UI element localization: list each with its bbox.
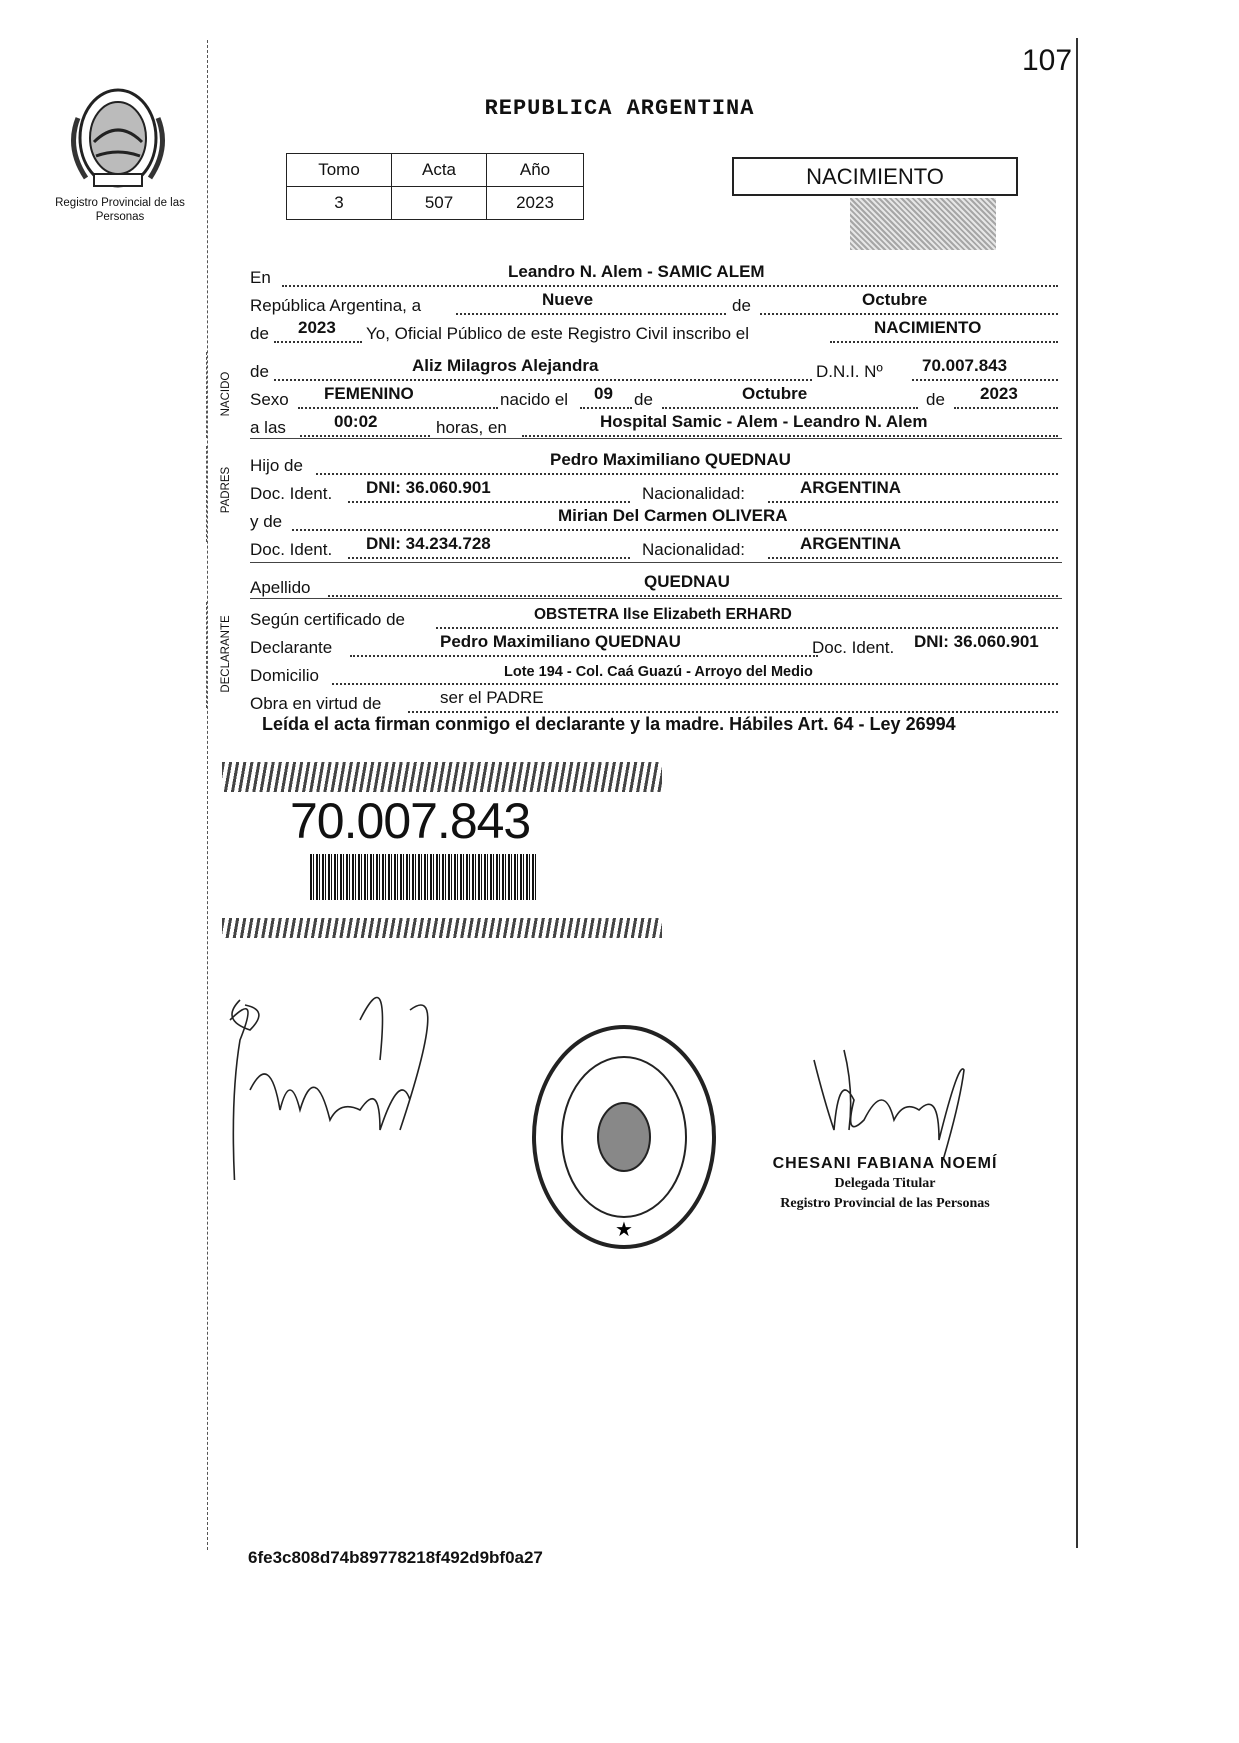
label-de: de: [732, 296, 751, 315]
label-doc-ident: Doc. Ident.: [812, 638, 895, 657]
right-margin-line: [1076, 38, 1078, 1548]
side-label-nacido: NACIDO: [220, 371, 232, 417]
security-band-top: [222, 762, 662, 792]
dni-barcode: [310, 854, 536, 900]
value-declarante-doc: DNI: 36.060.901: [914, 632, 1039, 651]
dotted-line: [332, 682, 1058, 685]
official-role: Delegada Titular: [834, 1176, 936, 1191]
row-domicilio: [250, 662, 1060, 686]
dotted-line: [522, 434, 1058, 437]
label-de: de: [250, 362, 269, 381]
row-fecha: [250, 292, 1060, 316]
dotted-line: [274, 378, 812, 381]
svg-text:★: ★: [615, 1217, 633, 1241]
label-declarante: Declarante: [250, 638, 333, 657]
official-office: Registro Provincial de las Personas: [780, 1196, 990, 1211]
record-header: Acta: [392, 154, 487, 187]
value-declarante: Pedro Maximiliano QUEDNAU: [440, 632, 681, 651]
row-padre-doc: [250, 480, 1060, 504]
dotted-line: [316, 472, 1058, 475]
label-domicilio: Domicilio: [250, 666, 319, 685]
value-virtud: ser el PADRE: [440, 688, 544, 707]
value-madre: Mirian Del Carmen OLIVERA: [558, 506, 788, 525]
label-de: de: [634, 390, 653, 409]
side-label-declarante: DECLARANTE: [220, 615, 232, 693]
value-nombre: Aliz Milagros Alejandra: [412, 356, 599, 375]
section-divider: [250, 562, 1062, 563]
record-value: 3: [287, 187, 392, 220]
value-madre-doc: DNI: 34.234.728: [366, 534, 491, 553]
dotted-line: [760, 312, 1058, 315]
document-hash: 6fe3c808d74b89778218f492d9bf0a27: [248, 1548, 543, 1567]
label-nacionalidad: Nacionalidad:: [642, 540, 746, 559]
value-certificado: OBSTETRA Ilse Elizabeth ERHARD: [534, 606, 792, 623]
row-apellido: [250, 574, 1060, 598]
section-divider: [250, 598, 1062, 599]
act-type-box: NACIMIENTO: [732, 157, 1018, 196]
dotted-line: [328, 594, 1058, 597]
dotted-line: [768, 556, 1058, 559]
nacido-bracket: [206, 352, 207, 438]
record-header: Tomo: [287, 154, 392, 187]
value-anio: 2023: [298, 318, 336, 337]
label-horas: horas, en: [436, 418, 507, 437]
row-virtud: [250, 690, 1060, 714]
label-de: de: [926, 390, 945, 409]
section-divider: [250, 438, 1062, 439]
dotted-line: [954, 406, 1058, 409]
row-declarante: [250, 634, 1060, 658]
value-domicilio: Lote 194 - Col. Caá Guazú - Arroyo del Medio: [504, 664, 813, 680]
label-hijo-de: Hijo de: [250, 456, 303, 475]
page-number: 107: [1022, 44, 1073, 77]
row-nombre: [250, 358, 1060, 382]
row-lugar: [250, 264, 1060, 288]
security-serial-stamp: [850, 198, 996, 250]
dotted-line: [350, 654, 818, 657]
value-hora: 00:02: [334, 412, 378, 431]
value-tipo: NACIMIENTO: [874, 318, 982, 337]
row-sexo: [250, 386, 1060, 410]
row-certificado: [250, 606, 1060, 630]
dotted-line: [662, 406, 918, 409]
label-segun: Según certificado de: [250, 610, 405, 629]
record-header: Año: [487, 154, 584, 187]
record-value: 2023: [487, 187, 584, 220]
row-madre: [250, 508, 1060, 532]
dotted-line: [300, 434, 430, 437]
dotted-line: [912, 378, 1058, 381]
value-madre-nac: ARGENTINA: [800, 534, 902, 553]
declarant-signature: [210, 980, 470, 1180]
value-padre-doc: DNI: 36.060.901: [366, 478, 491, 497]
label-yo: Yo, Oficial Público de este Registro Civil inscribo el: [366, 324, 749, 343]
dotted-line: [348, 500, 630, 503]
official-name: CHESANI FABIANA NOEMÍ: [772, 1155, 998, 1172]
row-padre: [250, 452, 1060, 476]
dotted-line: [830, 340, 1058, 343]
value-dni: 70.007.843: [922, 356, 1008, 375]
value-mes-letras: Octubre: [862, 290, 928, 309]
value-anio-nac: 2023: [980, 384, 1018, 403]
value-padre-nac: ARGENTINA: [800, 478, 902, 497]
row-inscripcion: [250, 320, 1060, 344]
document-title: REPUBLICA ARGENTINA: [484, 96, 755, 121]
side-label-padres: PADRES: [220, 466, 232, 514]
row-hora: [250, 414, 1060, 438]
label-nacionalidad: Nacionalidad:: [642, 484, 746, 503]
dotted-line: [580, 406, 632, 409]
dotted-line: [436, 626, 1058, 629]
legal-statement: Leída el acta firman conmigo el declarante y la madre. Hábiles Art. 64 - Ley 26994: [262, 714, 956, 734]
declarante-bracket: [206, 602, 207, 708]
official-stamp-seal: [528, 1022, 720, 1252]
dotted-line: [456, 312, 726, 315]
label-obra: Obra en virtud de: [250, 694, 382, 713]
official-signature-block: [760, 1154, 1010, 1214]
dni-large-number: 70.007.843: [290, 793, 531, 849]
value-lugar-nac: Hospital Samic - Alem - Leandro N. Alem: [600, 412, 928, 431]
value-lugar: Leandro N. Alem - SAMIC ALEM: [508, 262, 765, 281]
value-padre: Pedro Maximiliano QUEDNAU: [550, 450, 791, 469]
dotted-line: [298, 406, 498, 409]
label-doc-ident: Doc. Ident.: [250, 484, 333, 503]
logo-caption: Registro Provincial de las Personas: [55, 197, 185, 223]
label-dni: D.N.I. Nº: [816, 362, 883, 381]
record-table: [286, 153, 584, 220]
label-y-de: y de: [250, 512, 283, 531]
value-apellido: QUEDNAU: [644, 572, 730, 591]
record-value: 507: [392, 187, 487, 220]
label-apellido: Apellido: [250, 578, 311, 597]
label-doc-ident: Doc. Ident.: [250, 540, 333, 559]
dotted-line: [282, 284, 1058, 287]
dotted-line: [348, 556, 630, 559]
label-sexo: Sexo: [250, 390, 289, 409]
label-republica: República Argentina, a: [250, 296, 422, 315]
label-en: En: [250, 268, 271, 287]
dotted-line: [274, 340, 362, 343]
left-margin-line: [207, 40, 208, 1550]
row-madre-doc: [250, 536, 1060, 560]
label-nacido-el: nacido el: [500, 390, 569, 409]
dotted-line: [768, 500, 1058, 503]
label-a-las: a las: [250, 418, 286, 437]
value-dia-letras: Nueve: [542, 290, 594, 309]
official-signature: [804, 1030, 974, 1160]
padres-bracket: [206, 446, 207, 542]
value-mes: Octubre: [742, 384, 808, 403]
dotted-line: [292, 528, 1058, 531]
value-dia: 09: [594, 384, 613, 403]
label-de2: de: [250, 324, 269, 343]
security-band-bottom: [222, 918, 662, 938]
value-sexo: FEMENINO: [324, 384, 414, 403]
